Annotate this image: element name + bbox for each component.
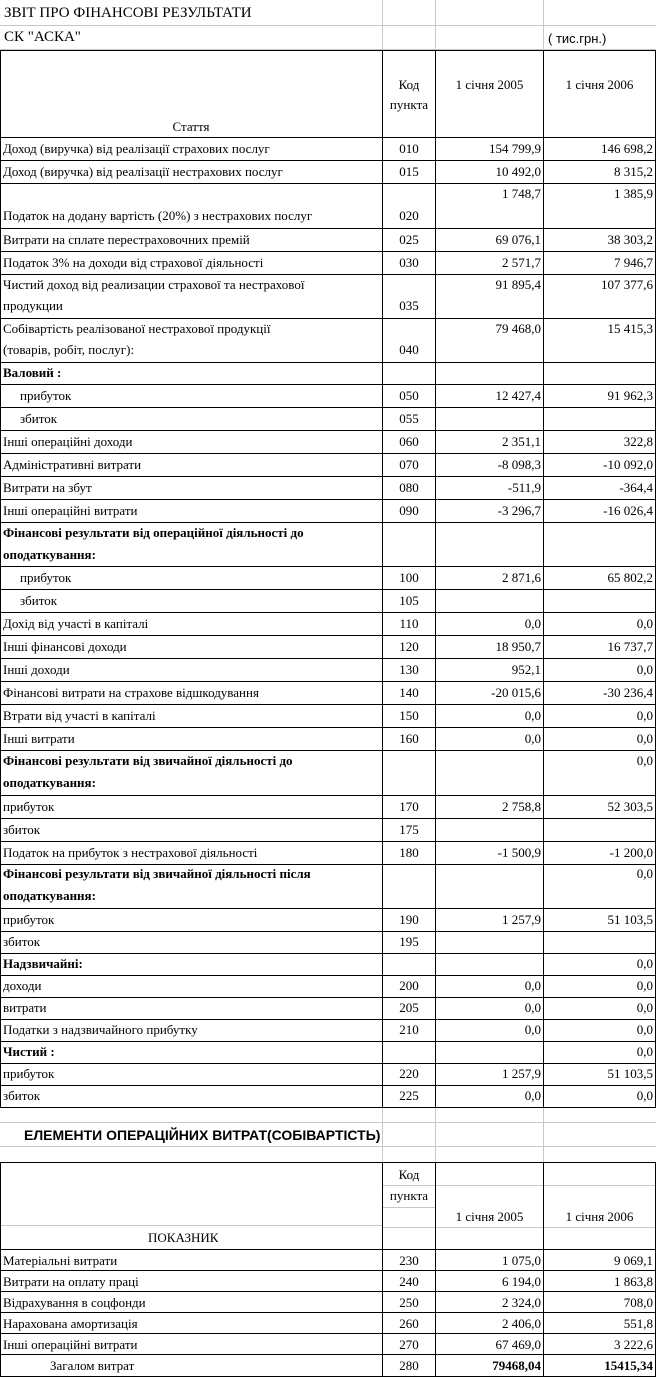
total-code: 280 (399, 1358, 419, 1373)
row-value-2006: 0,0 (636, 731, 653, 746)
row-value-2005: 6 194,0 (502, 1274, 541, 1289)
section-heading: Надзвичайні: (3, 956, 83, 971)
row-value-2006: 0,0 (636, 1022, 653, 1037)
row-label: Дохід від участі в капіталі (3, 616, 149, 631)
row-value-2005: -8 098,3 (497, 457, 541, 472)
row-value-2006: -10 092,0 (603, 457, 653, 472)
section-heading: Чистий : (3, 1044, 55, 1059)
row-value-2005: -20 015,6 (491, 685, 541, 700)
row-value-2006: 0,0 (636, 956, 653, 971)
section-heading: Валовий : (3, 365, 62, 380)
row-value-2005: -3 296,7 (497, 503, 541, 518)
row-value-2006: 65 802,2 (607, 570, 653, 585)
column-header-code-line1: Код (398, 1167, 420, 1182)
row-code: 160 (399, 731, 419, 746)
row-code: 195 (399, 934, 419, 949)
report-title: ЗВІТ ПРО ФІНАНСОВІ РЕЗУЛЬТАТИ (4, 5, 252, 21)
row-value-2005: 67 469,0 (495, 1337, 541, 1352)
row-value-2005: 0,0 (524, 616, 541, 631)
row-code: 070 (399, 457, 419, 472)
row-value-2005: 2 324,0 (502, 1295, 541, 1310)
units-label: ( тис.грн.) (548, 31, 607, 46)
row-label: збиток (3, 934, 41, 949)
row-value-2005: -511,9 (507, 480, 541, 495)
row-code: 260 (399, 1316, 419, 1331)
row-value-2006: 8 315,2 (614, 164, 653, 179)
row-value-2006: -30 236,4 (603, 685, 653, 700)
row-label-line1: Чистий доход від реализации страхової та нестрахової (3, 277, 305, 292)
row-label: Інші операційні доходи (3, 434, 133, 449)
row-value-2005: 2 406,0 (502, 1316, 541, 1331)
row-label: прибуток (3, 799, 55, 814)
section-heading-line1: Фінансові результати від звичайної діяльності до (3, 753, 293, 768)
row-value-2005: 0,0 (524, 1088, 541, 1103)
row-value-2005: 0,0 (524, 1000, 541, 1015)
row-value-2005: 2 871,6 (502, 570, 541, 585)
row-label: прибуток (20, 388, 72, 403)
row-code: 010 (399, 141, 419, 156)
row-value-2006: 51 103,5 (607, 912, 653, 927)
section-heading-line1: Фінансові результати від звичайної діяльності після (3, 866, 311, 881)
row-code: 170 (399, 799, 419, 814)
row-label: прибуток (3, 1066, 55, 1081)
row-label: збиток (20, 593, 58, 608)
row-label: збиток (3, 822, 41, 837)
row-value-2006: -16 026,4 (603, 503, 653, 518)
row-value-2005: 69 076,1 (495, 232, 541, 247)
section-title: ЕЛЕМЕНТИ ОПЕРАЦІЙНИХ ВИТРАТ(СОБІВАРТІСТЬ) (24, 1127, 381, 1143)
row-value-2006: 9 069,1 (614, 1253, 653, 1268)
row-label: витрати (3, 1000, 47, 1015)
row-label: Податки з надзвичайного прибутку (3, 1022, 198, 1037)
row-value-2006: 0,0 (636, 1000, 653, 1015)
row-value-2006: 0,0 (636, 1044, 653, 1059)
row-value-2005: 952,1 (511, 662, 541, 677)
row-value-2006: 0,0 (636, 753, 653, 768)
row-label: Доход (виручка) від реалізації страхових послуг (3, 141, 270, 156)
row-value-2006: 7 946,7 (614, 255, 653, 270)
column-header-indicator: ПОКАЗНИК (148, 1230, 219, 1245)
row-value-2006: -1 200,0 (609, 845, 653, 860)
row-value-2006: 1 863,8 (614, 1274, 653, 1289)
row-label: Інші витрати (3, 731, 75, 746)
row-code: 105 (399, 593, 419, 608)
row-code: 030 (399, 255, 419, 270)
row-code: 205 (399, 1000, 419, 1015)
row-code: 090 (399, 503, 419, 518)
row-code: 225 (399, 1088, 419, 1103)
row-value-2005: 154 799,9 (489, 141, 541, 156)
row-value-2006: 1 385,9 (614, 186, 653, 201)
row-value-2006: -364,4 (619, 480, 653, 495)
row-label: Матеріальні витрати (3, 1253, 118, 1268)
column-header-code-line1: Код (398, 77, 420, 92)
row-value-2006: 708,0 (623, 1295, 653, 1310)
column-header-code-line2: пункта (389, 97, 429, 112)
row-label: Податок на додану вартість (20%) з нестрахових послуг (3, 208, 313, 223)
column-header-2005: 1 січня 2005 (455, 1209, 524, 1224)
row-label: Інші фінансові доходи (3, 639, 127, 654)
row-code: 080 (399, 480, 419, 495)
row-value-2006: 3 222,6 (614, 1337, 653, 1352)
row-value-2005: 18 950,7 (495, 639, 541, 654)
row-value-2006: 16 737,7 (607, 639, 653, 654)
row-value-2005: 0,0 (524, 978, 541, 993)
row-value-2006: 51 103,5 (607, 1066, 653, 1081)
row-value-2005: 79 468,0 (495, 321, 541, 336)
column-header-article: Стаття (172, 119, 210, 134)
column-header-2006: 1 січня 2006 (565, 77, 634, 92)
row-label: Інші операційні витрати (3, 503, 138, 518)
row-value-2006: 0,0 (636, 978, 653, 993)
row-label: Нарахована амортизація (3, 1316, 138, 1331)
section-heading-line1: Фінансові результати від операційної діяльності до (3, 525, 304, 540)
row-label: Витрати на збут (3, 480, 92, 495)
total-value-2006: 15415,34 (604, 1358, 653, 1373)
row-code: 190 (399, 912, 419, 927)
row-code: 270 (399, 1337, 419, 1352)
row-value-2005: -1 500,9 (497, 845, 541, 860)
total-value-2005: 79468,04 (492, 1358, 541, 1373)
row-value-2005: 1 257,9 (502, 1066, 541, 1081)
row-value-2006: 38 303,2 (607, 232, 653, 247)
row-code: 180 (399, 845, 419, 860)
row-value-2005: 12 427,4 (495, 388, 541, 403)
company-name: СК "АСКА" (4, 29, 81, 45)
column-header-code-line2: пункта (389, 1188, 429, 1203)
row-value-2006: 0,0 (636, 616, 653, 631)
row-label: прибуток (3, 912, 55, 927)
row-label: збиток (3, 1088, 41, 1103)
row-label: Витрати на оплату праці (3, 1274, 139, 1289)
row-label-line2: (товарів, робіт, послуг): (3, 342, 135, 357)
row-value-2005: 1 257,9 (502, 912, 541, 927)
row-label: Відрахування в соцфонди (3, 1295, 146, 1310)
row-value-2006: 107 377,6 (601, 277, 653, 292)
row-value-2006: 52 303,5 (607, 799, 653, 814)
column-header-2006: 1 січня 2006 (565, 1209, 634, 1224)
row-label: доходи (3, 978, 42, 993)
row-label-line1: Собівартість реалізованої нестрахової продукції (3, 321, 271, 336)
row-code: 140 (399, 685, 419, 700)
row-value-2006: 0,0 (636, 708, 653, 723)
row-code: 150 (399, 708, 419, 723)
row-code: 015 (399, 164, 419, 179)
row-label: Податок на прибуток з нестрахової діяльності (3, 845, 258, 860)
column-header-2005: 1 січня 2005 (455, 77, 524, 92)
row-value-2006: 146 698,2 (601, 141, 653, 156)
row-label: Фінансові витрати на страхове відшкодування (3, 685, 259, 700)
row-label: Доход (виручка) від реалізації нестрахових послуг (3, 164, 283, 179)
row-value-2005: 1 075,0 (502, 1253, 541, 1268)
row-code: 230 (399, 1253, 419, 1268)
row-label: прибуток (20, 570, 72, 585)
row-code: 020 (399, 208, 419, 223)
row-value-2005: 0,0 (524, 708, 541, 723)
row-value-2005: 10 492,0 (495, 164, 541, 179)
row-label: Витрати на сплате перестраховочних премій (3, 232, 250, 247)
row-value-2005: 2 571,7 (502, 255, 541, 270)
row-code: 130 (399, 662, 419, 677)
row-code: 240 (399, 1274, 419, 1289)
section-heading-line2: оподаткування: (3, 547, 96, 562)
row-code: 040 (399, 342, 419, 357)
row-code: 050 (399, 388, 419, 403)
row-value-2006: 0,0 (636, 662, 653, 677)
section-heading-line2: оподаткування: (3, 775, 96, 790)
row-label: збиток (20, 411, 58, 426)
row-value-2006: 0,0 (636, 866, 653, 881)
section-heading-line2: оподаткування: (3, 888, 96, 903)
row-code: 110 (399, 616, 419, 631)
row-value-2006: 0,0 (636, 1088, 653, 1103)
row-code: 220 (399, 1066, 419, 1081)
row-value-2006: 91 962,3 (607, 388, 653, 403)
total-label: Загалом витрат (50, 1358, 135, 1373)
row-value-2006: 322,8 (623, 434, 653, 449)
row-label: Інші операційні витрати (3, 1337, 138, 1352)
row-label: Адміністративні витрати (3, 457, 142, 472)
row-value-2005: 1 748,7 (502, 186, 541, 201)
row-code: 035 (399, 298, 419, 313)
row-value-2005: 0,0 (524, 1022, 541, 1037)
row-value-2006: 15 415,3 (607, 321, 653, 336)
row-code: 100 (399, 570, 419, 585)
row-code: 250 (399, 1295, 419, 1310)
row-value-2006: 551,8 (623, 1316, 653, 1331)
row-label-line2: продукции (3, 298, 63, 313)
row-value-2005: 2 758,8 (502, 799, 541, 814)
row-code: 060 (399, 434, 419, 449)
row-value-2005: 91 895,4 (495, 277, 541, 292)
row-value-2005: 0,0 (524, 731, 541, 746)
row-code: 055 (399, 411, 419, 426)
row-code: 200 (399, 978, 419, 993)
row-code: 025 (399, 232, 419, 247)
row-code: 120 (399, 639, 419, 654)
row-code: 175 (399, 822, 419, 837)
row-label: Податок 3% на доходи від страхової діяльності (3, 255, 264, 270)
row-label: Втрати від участі в капіталі (3, 708, 156, 723)
row-value-2005: 2 351,1 (502, 434, 541, 449)
row-code: 210 (399, 1022, 419, 1037)
row-label: Інші доходи (3, 662, 70, 677)
